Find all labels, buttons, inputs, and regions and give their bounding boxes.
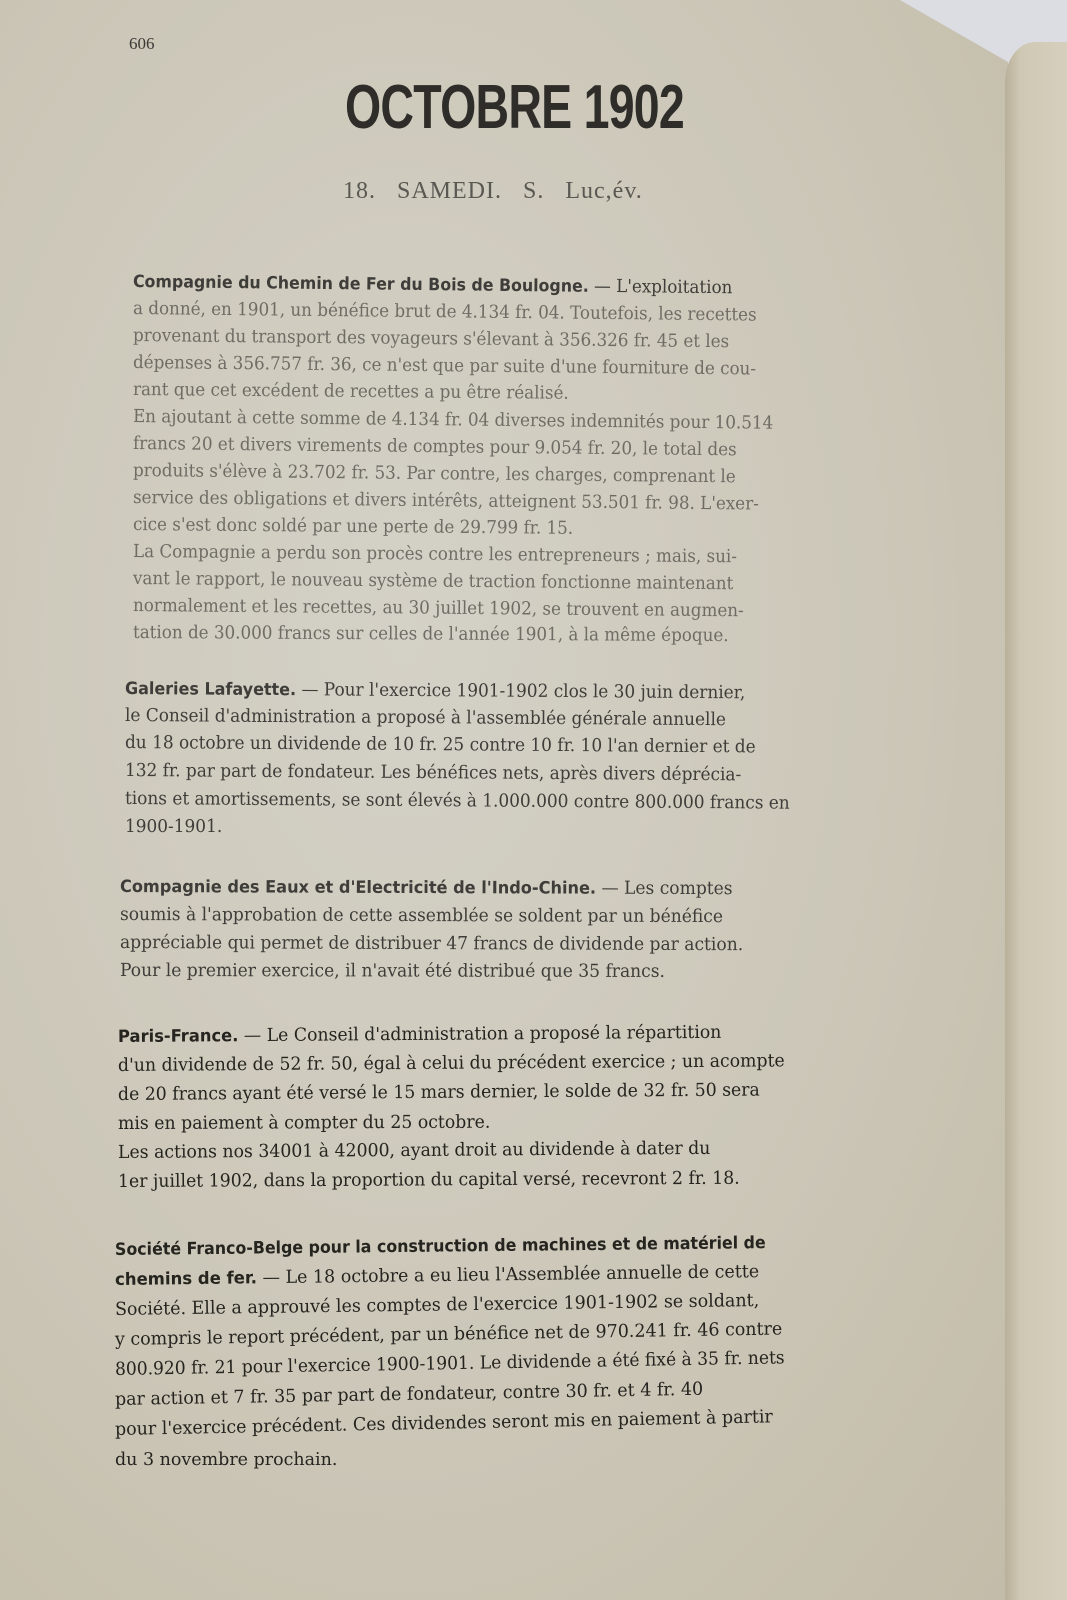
article-heading: Paris-France. <box>117 1026 239 1047</box>
article-text: — L'exploitation <box>588 275 733 299</box>
article-heading: Compagnie du Chemin de Fer du Bois de Boulogne. <box>132 272 589 297</box>
article-line: a donné, en 1901, un bénéfice brut de 4.134 fr. 04. Toutefois, les recettes <box>132 298 757 326</box>
article-line: Les actions nos 34001 à 42000, ayant droit au dividende à dater du <box>117 1137 711 1163</box>
next-page-edge <box>1005 42 1067 1600</box>
article-line: La Compagnie a perdu son procès contre les entrepreneurs ; mais, sui- <box>132 541 738 568</box>
article-line: 132 fr. par part de fondateur. Les bénéfices nets, après divers déprécia- <box>124 760 742 786</box>
article-line: 1900-1901. <box>125 816 223 837</box>
article-line: dépenses à 356.757 fr. 36, ce n'est que par suite d'une fourniture de cou- <box>132 352 757 380</box>
article-line: le Conseil d'administration a proposé à l'assemblée générale annuelle <box>124 705 727 731</box>
date-subtitle: 18. SAMEDI. S. Luc,év. <box>343 178 643 204</box>
article-heading: Galeries Lafayette. <box>124 679 297 701</box>
article-line: tation de 30.000 francs sur celles de l'année 1901, à la même époque. <box>132 622 729 647</box>
article-line <box>118 1022 721 1047</box>
article-text: — Les comptes <box>596 877 733 900</box>
article-heading-continued: chemins de fer. <box>114 1268 258 1290</box>
article-text: — Pour l'exercice 1901-1902 clos le 30 juin dernier, <box>296 679 746 704</box>
article-line <box>115 1261 759 1290</box>
article-line: cice s'est donc soldé par une perte de 29.799 fr. 15. <box>132 514 574 539</box>
article-line <box>125 678 745 703</box>
article-heading: Compagnie des Eaux et d'Electricité de l'Indo-Chine. <box>119 877 597 899</box>
article-text: — Le Conseil d'administration a proposé la répartition <box>238 1021 722 1047</box>
article-line: par action et 7 fr. 35 par part de fondateur, contre 30 fr. et 4 fr. 40 <box>114 1378 704 1410</box>
article-line: de 20 francs ayant été versé le 15 mars dernier, le solde de 32 fr. 50 sera <box>117 1079 760 1105</box>
article-line: Société. Elle a approuvé les comptes de l'exercice 1901-1902 se soldant, <box>114 1290 760 1320</box>
article-line: du 18 octobre un dividende de 10 fr. 25 contre 10 fr. 10 l'an dernier et de <box>124 732 756 758</box>
article-line: 1er juillet 1902, dans la proportion du capital versé, recevront 2 fr. 18. <box>117 1167 740 1192</box>
article-line: Pour le premier exercice, il n'avait été distribué que 35 francs. <box>119 960 665 982</box>
article-line: En ajoutant à cette somme de 4.134 fr. 04 diverses indemnités pour 10.514 <box>132 406 774 434</box>
article-text: — Le 18 octobre a eu lieu l'Assemblée annuelle de cette <box>256 1261 760 1289</box>
page-title: OCTOBRE 1902 <box>345 73 685 142</box>
article-line <box>115 1232 766 1260</box>
article-line: rant que cet excédent de recettes a pu être réalisé. <box>132 379 569 404</box>
article-line: provenant du transport des voyageurs s'élevant à 356.326 fr. 45 et les <box>132 325 730 353</box>
article-heading: Société Franco-Belge pour la construction de machines et de matériel de <box>114 1233 766 1260</box>
article-line: francs 20 et divers virements de comptes pour 9.054 fr. 20, le total des <box>132 433 737 461</box>
article-line: service des obligations et divers intérêts, atteignent 53.501 fr. 98. L'exer- <box>132 487 759 515</box>
article-line: d'un dividende de 52 fr. 50, égal à celui du précédent exercice ; un acompte <box>117 1050 785 1076</box>
article-line: 800.920 fr. 21 pour l'exercice 1900-1901. Le dividende a été fixé à 35 fr. nets <box>114 1347 785 1380</box>
article-line: produits s'élève à 23.702 fr. 53. Par contre, les charges, comprenant le <box>132 460 736 488</box>
article-line: y compris le report précédent, par un bénéfice net de 970.241 fr. 46 contre <box>114 1318 783 1350</box>
page-number: 606 <box>129 34 155 53</box>
article-line: soumis à l'approbation de cette assemblée se soldent par un bénéfice <box>119 904 724 928</box>
article-line: du 3 novembre prochain. <box>115 1449 338 1470</box>
article-line: appréciable qui permet de distribuer 47 francs de dividende par action. <box>119 932 744 956</box>
article-line <box>120 876 733 899</box>
article-line: mis en paiement à compter du 25 octobre. <box>117 1111 491 1134</box>
article-line <box>133 271 733 298</box>
article-line: tions et amortissements, se sont élevés à 1.000.000 contre 800.000 francs en <box>124 788 790 814</box>
article-line: vant le rapport, le nouveau système de traction fonctionne maintenant <box>132 568 734 595</box>
article-line: pour l'exercice précédent. Ces dividendes seront mis en paiement à partir <box>114 1406 773 1440</box>
article-line: normalement et les recettes, au 30 juillet 1902, se trouvent en augmen- <box>132 595 744 622</box>
